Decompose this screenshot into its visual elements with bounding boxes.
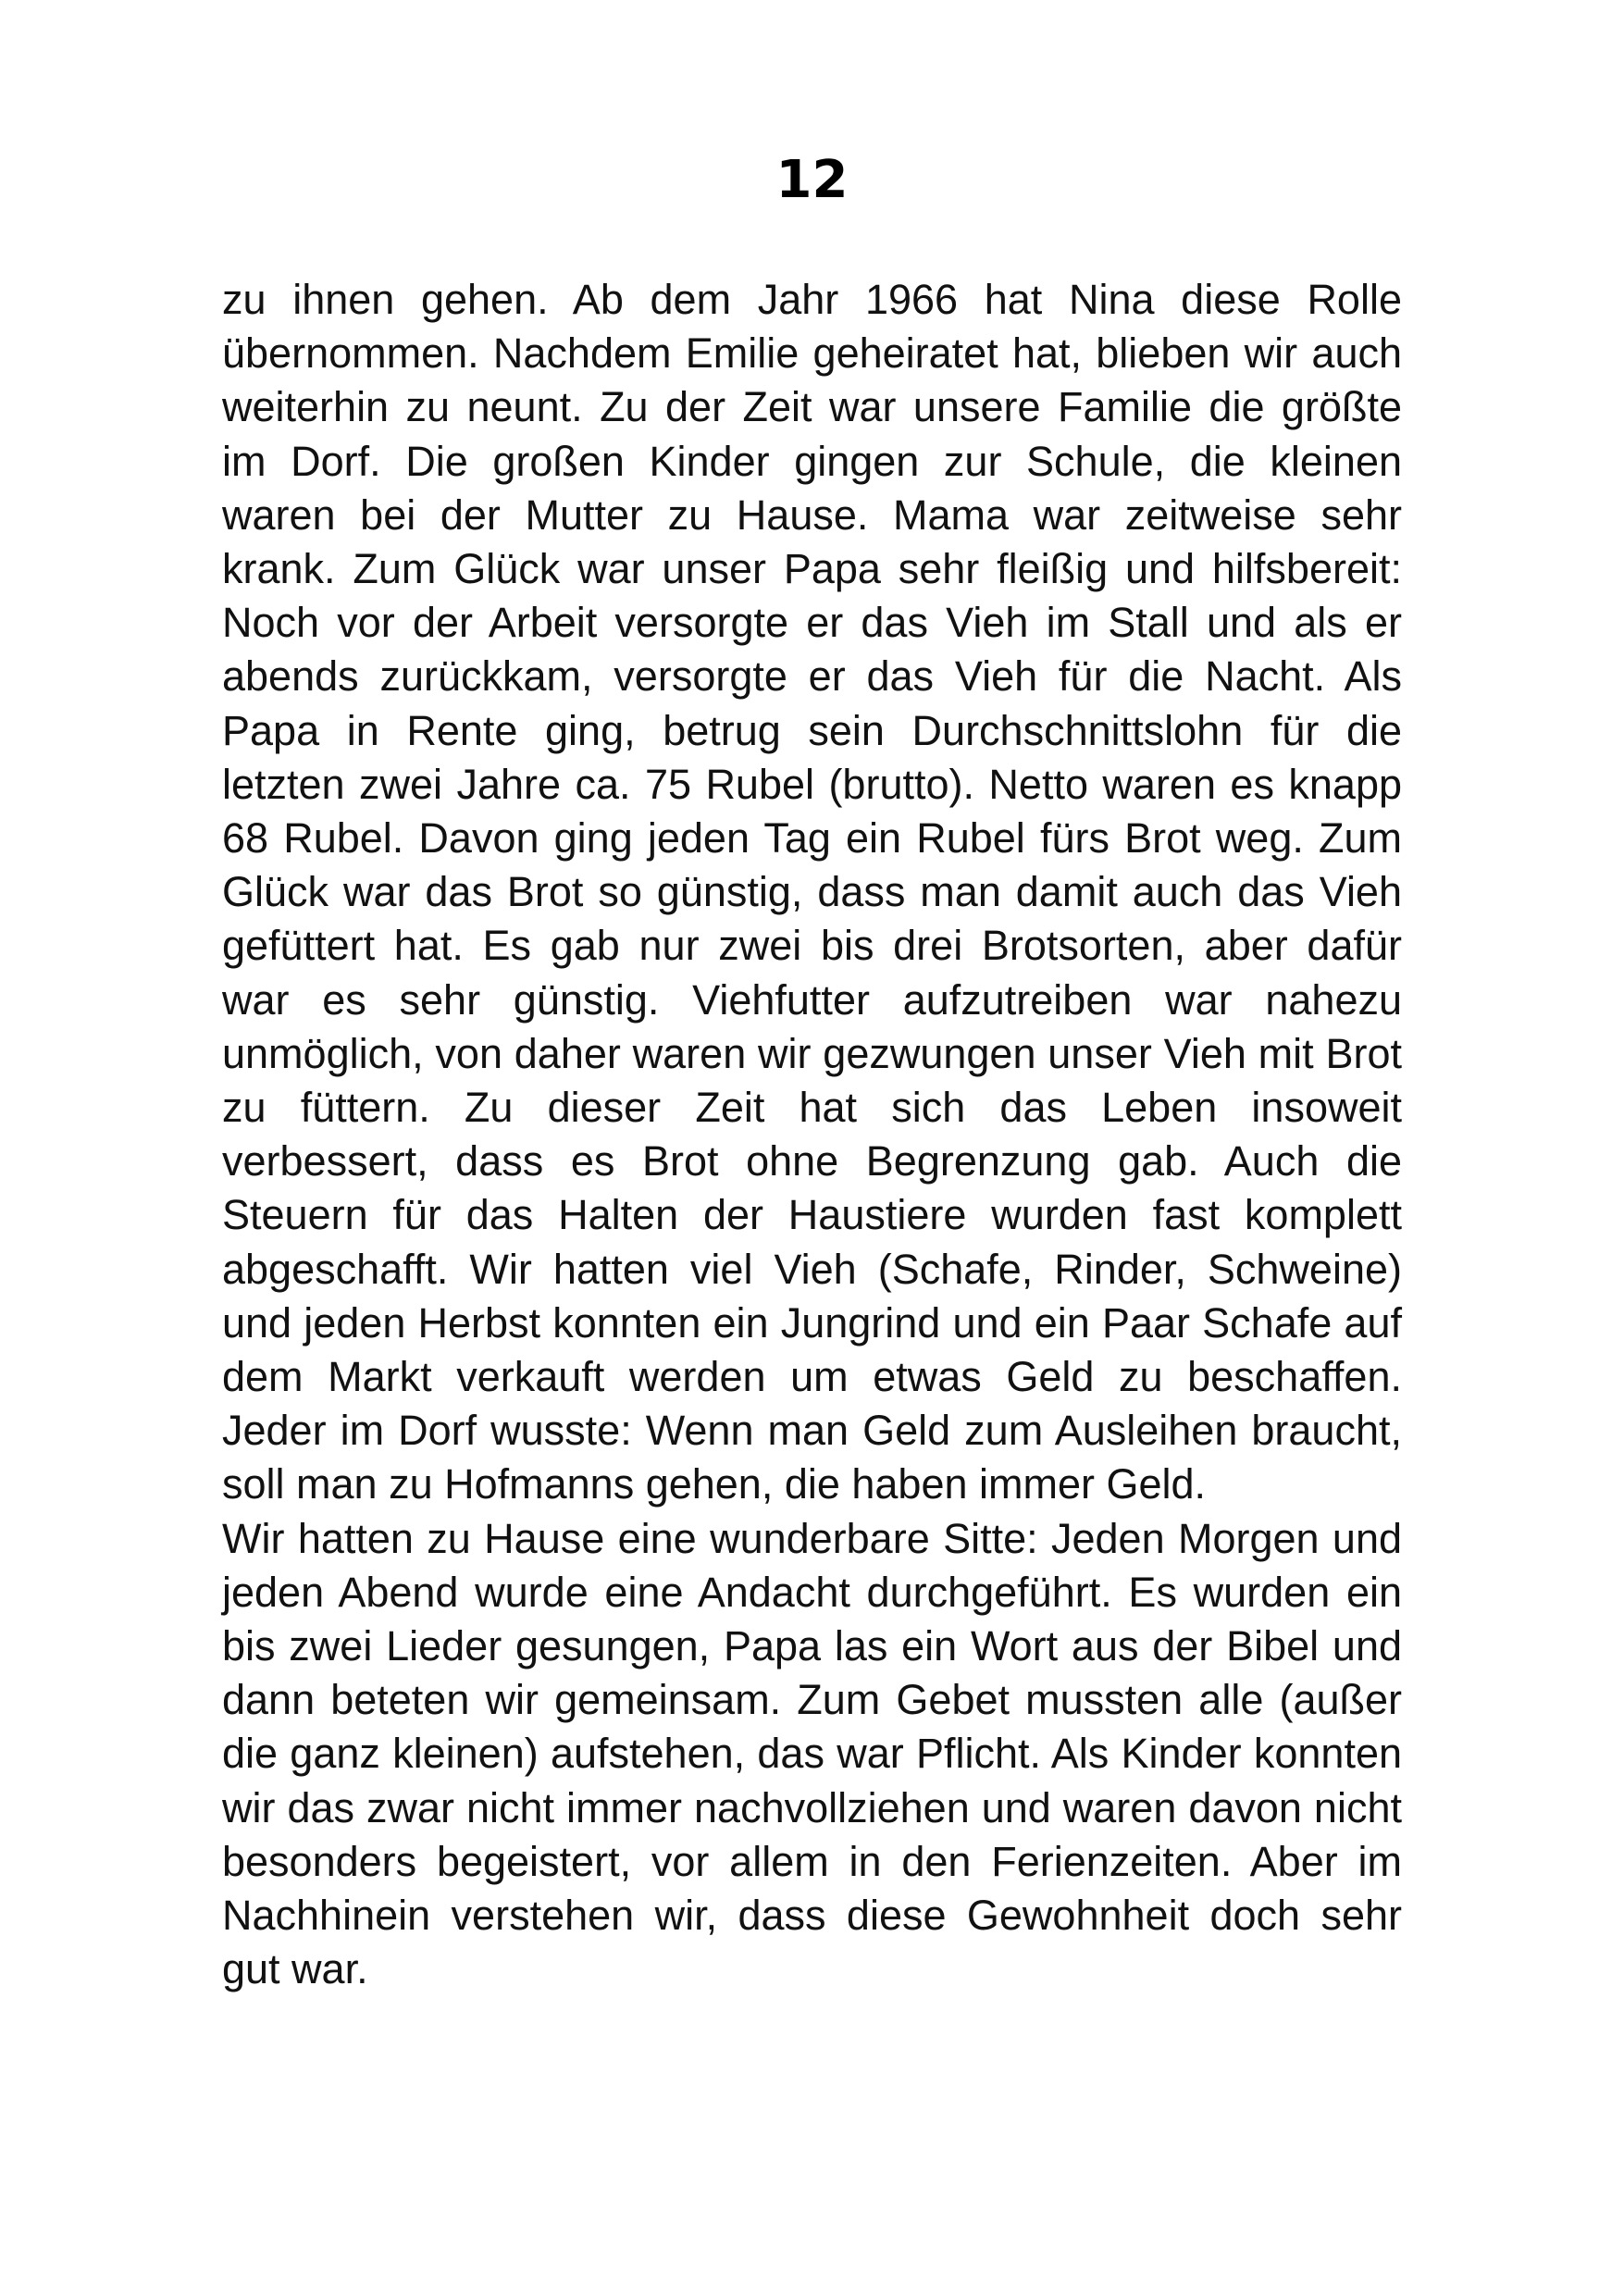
body-text <box>222 273 1402 1997</box>
paragraph: Wir hatten zu Hause eine wunderbare Sitte: Jeden Morgen und jeden Abend wurde eine Andacht durchgeführt. Es wurden ein bis zwei Lieder gesungen, Papa las ein Wort aus der Bibel und dann beteten wir gemeinsam. Zum Gebet mussten alle (außer die ganz kleinen) aufstehen, das war Pflicht. Als Kinder konnten wir das zwar nicht immer nachvollziehen und waren davon nicht besonders begeistert, vor allem in den Ferienzeiten. Aber im Nachhinein verstehen wir, dass diese Gewohnheit doch sehr gut war. <box>222 1514 1402 1993</box>
page-number: 12 <box>775 150 849 210</box>
paragraph: zu ihnen gehen. Ab dem Jahr 1966 hat Nina diese Rolle übernommen. Nachdem Emilie geheiratet hat, blieben wir auch weiterhin zu neunt. Zu der Zeit war unsere Familie die größte im Dorf. Die großen Kinder gingen zur Schule, die kleinen waren bei der Mutter zu Hause. Mama war zeitweise sehr krank. Zum Glück war unser Papa sehr fleißig und hilfsbereit: Noch vor der Arbeit versorgte er das Vieh im Stall und als er abends zurückkam, versorgte er das Vieh für die Nacht. Als Papa in Rente ging, betrug sein Durchschnittslohn für die letzten zwei Jahre ca. 75 Rubel (brutto). Netto waren es knapp 68 Rubel. Davon ging jeden Tag ein Rubel fürs Brot weg. Zum Glück war das Brot so günstig, dass man damit auch das Vieh gefüttert hat. Es gab nur zwei bis drei Brotsorten, aber dafür war es sehr günstig. Viehfutter aufzutreiben war nahezu unmöglich, von daher waren wir gezwungen unser Vieh mit Brot zu füttern. Zu dieser Zeit hat sich das Leben insoweit verbessert, dass es Brot ohne Begrenzung gab. Auch die Steuern für das Halten der Haustiere wurden fast komplett abgeschafft. Wir hatten viel Vieh (Schafe, Rinder, Schweine) und jeden Herbst konnten ein Jungrind und ein Paar Schafe auf dem Markt verkauft werden um etwas Geld zu beschaffen. Jeder im Dorf wusste: Wenn man Geld zum Ausleihen braucht, soll man zu Hofmanns gehen, die haben immer Geld. <box>222 276 1402 1508</box>
